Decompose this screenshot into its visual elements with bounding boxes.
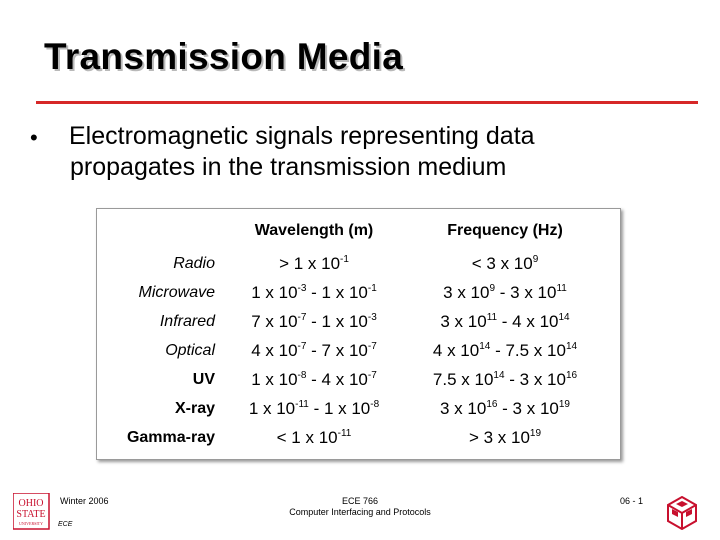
exponent: -11	[295, 398, 309, 410]
frequency-cell	[407, 307, 603, 336]
mantissa: 3 x 10	[440, 311, 487, 331]
header-cell-band	[96, 213, 221, 249]
exponent: -1	[367, 282, 377, 294]
header-cell-wavelength: Wavelength (m)	[254, 222, 374, 239]
exponent: 19	[529, 427, 542, 439]
wavelength-cell	[221, 249, 407, 278]
department-cube-logo	[667, 496, 697, 530]
bullet-line-1: Electromagnetic signals representing data	[69, 122, 535, 150]
logo-text-2: STATE	[16, 509, 46, 520]
mantissa: 7 x 10	[251, 311, 298, 331]
table-row	[96, 336, 603, 365]
exponent: 14	[558, 311, 570, 323]
footer-date: Winter 2006	[60, 496, 109, 506]
footer-course-code: ECE 766	[341, 496, 379, 506]
band-name-cell: Gamma-ray	[126, 428, 215, 446]
exponent: 11	[556, 282, 567, 294]
mantissa: - 4 x 10	[497, 311, 559, 331]
wavelength-cell	[221, 394, 407, 423]
exponent: 14	[493, 369, 505, 381]
mantissa: - 3 x 10	[497, 398, 559, 418]
mantissa: - 3 x 10	[504, 369, 566, 389]
page-number: 06 - 1	[620, 496, 644, 506]
slide-title: Transmission Media	[44, 36, 404, 77]
exponent: 9	[532, 253, 539, 265]
frequency-cell	[407, 278, 603, 307]
wavelength-cell	[221, 365, 407, 394]
mantissa: 7.5 x 10	[432, 369, 494, 389]
exponent: 14	[565, 340, 578, 352]
wavelength-cell	[221, 423, 407, 452]
exponent: -11	[337, 427, 352, 439]
mantissa: - 1 x 10	[308, 398, 371, 418]
frequency-cell	[407, 336, 603, 365]
exponent: -7	[297, 340, 307, 352]
exponent: -1	[340, 253, 349, 265]
exponent: 19	[558, 398, 570, 410]
frequency-cell	[407, 249, 603, 278]
mantissa: - 3 x 10	[495, 282, 557, 302]
mantissa: - 4 x 10	[306, 369, 368, 389]
exponent: -7	[367, 369, 377, 381]
band-name-cell: Infrared	[159, 312, 215, 330]
wavelength-cell	[221, 336, 407, 365]
mantissa: 4 x 10	[432, 340, 480, 360]
mantissa: - 1 x 10	[306, 282, 368, 302]
table-row	[96, 365, 603, 394]
logo-text-1: OHIO	[18, 498, 44, 509]
exponent: -8	[370, 398, 380, 410]
exponent: 11	[486, 311, 498, 323]
table-header-row	[96, 213, 603, 249]
mantissa: > 1 x 10	[279, 253, 341, 273]
bullet-text	[70, 121, 670, 183]
frequency-cell	[407, 365, 603, 394]
footer-course	[260, 496, 460, 518]
mantissa: < 1 x 10	[276, 427, 338, 447]
title-underline	[36, 101, 698, 104]
table-row	[96, 249, 603, 278]
band-name-cell: Microwave	[138, 283, 215, 301]
mantissa: 1 x 10	[251, 282, 298, 302]
wavelength-cell	[221, 278, 407, 307]
exponent: 14	[479, 340, 491, 352]
exponent: -7	[367, 340, 377, 352]
exponent: -8	[297, 369, 307, 381]
exponent: 16	[486, 398, 498, 410]
ece-label: ECE	[58, 521, 73, 528]
band-name-cell: Optical	[165, 341, 215, 359]
logo-text-3: UNIVERSITY	[19, 521, 43, 526]
frequency-cell	[407, 394, 603, 423]
exponent: -3	[297, 282, 307, 294]
band-name-cell: Radio	[173, 254, 215, 272]
wavelength-cell	[221, 307, 407, 336]
mantissa: > 3 x 10	[468, 427, 530, 447]
band-name-cell: X-ray	[174, 399, 215, 417]
ohio-state-logo	[13, 493, 53, 531]
mantissa: 3 x 10	[443, 282, 490, 302]
table-row	[96, 394, 603, 423]
exponent: 9	[489, 282, 496, 294]
mantissa: - 1 x 10	[306, 311, 368, 331]
footer-course-name: Computer Interfacing and Protocols	[289, 507, 431, 517]
mantissa: 1 x 10	[251, 369, 298, 389]
exponent: -3	[367, 311, 377, 323]
bullet-line-2: propagates in the transmission medium	[70, 153, 507, 181]
band-name-cell: UV	[192, 370, 215, 388]
header-cell-frequency: Frequency (Hz)	[447, 222, 563, 239]
mantissa: 3 x 10	[440, 398, 487, 418]
exponent: 16	[565, 369, 578, 381]
em-spectrum-table	[96, 213, 603, 452]
table-row	[96, 423, 603, 452]
bullet-marker: •	[30, 125, 38, 150]
table-row	[96, 307, 603, 336]
mantissa: 1 x 10	[248, 398, 296, 418]
mantissa: 4 x 10	[251, 340, 298, 360]
exponent: -7	[297, 311, 307, 323]
table-row	[96, 278, 603, 307]
mantissa: - 7.5 x 10	[490, 340, 566, 360]
mantissa: < 3 x 10	[471, 253, 533, 273]
mantissa: - 7 x 10	[306, 340, 368, 360]
frequency-cell	[407, 423, 603, 452]
